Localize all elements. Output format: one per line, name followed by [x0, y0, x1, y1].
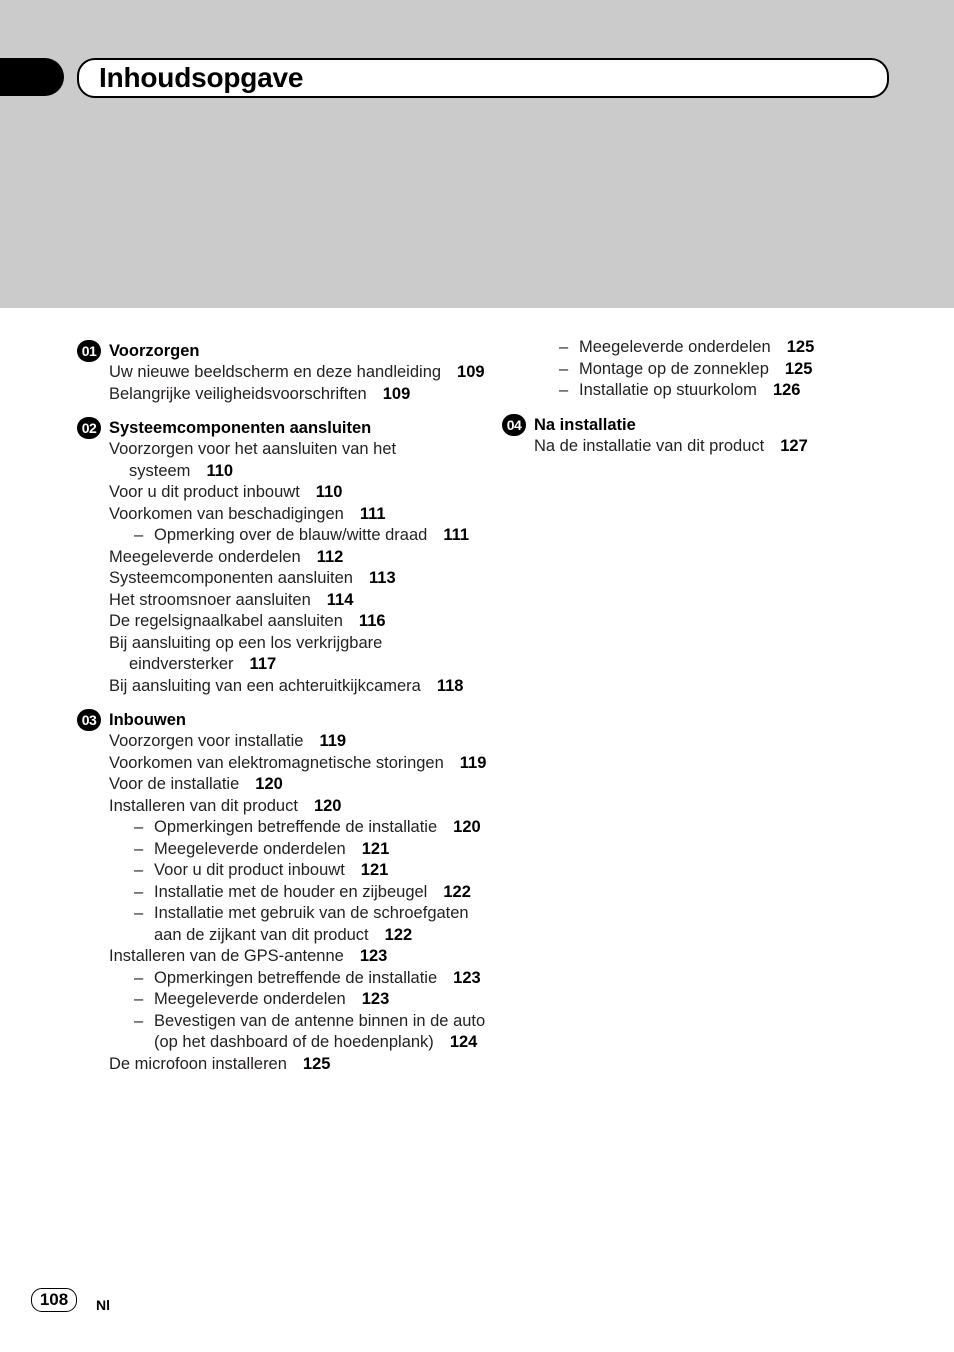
language-code: Nl	[96, 1297, 110, 1313]
toc-entry[interactable]	[77, 676, 497, 698]
entry-text: Meegeleverde onderdelen	[109, 547, 301, 566]
toc-subentry[interactable]	[502, 359, 922, 381]
entry-text: Bij aansluiting op een los verkrijgbare eindversterker	[109, 633, 383, 673]
toc-section	[77, 709, 497, 1075]
entry-page-number: 110	[206, 461, 234, 480]
entry-page-number: 119	[319, 732, 347, 750]
entry-text: Uw nieuwe beeldscherm en deze handleiding	[109, 363, 442, 381]
entry-text: Het stroomsnoer aansluiten	[109, 590, 311, 609]
chapter-number-badge: 03	[77, 709, 101, 731]
entry-text: Na de installatie van dit product	[534, 436, 765, 455]
entry-page-number: 120	[255, 775, 283, 793]
toc-entry[interactable]	[77, 362, 497, 384]
toc-entry[interactable]	[77, 547, 497, 569]
entry-text: Opmerking over de blauw/witte draad	[154, 526, 428, 544]
toc-section	[502, 414, 922, 458]
page-title: Inhoudsopgave	[99, 62, 304, 93]
toc-entry[interactable]	[77, 611, 497, 633]
title-box	[77, 58, 889, 98]
dash-bullet: –	[134, 882, 144, 901]
toc-section	[77, 340, 497, 405]
entry-page-number: 122	[384, 925, 413, 944]
entry-page-number: 109	[382, 384, 411, 403]
entry-page-number: 120	[453, 818, 481, 836]
entry-page-number: 122	[443, 882, 471, 901]
toc-entry[interactable]	[77, 633, 497, 676]
entry-text: Voor u dit product inbouwt	[154, 861, 345, 879]
entry-text: Meegeleverde onderdelen	[154, 839, 346, 858]
chapter-tab-marker	[0, 58, 64, 96]
entry-page-number: 114	[326, 590, 354, 609]
entry-page-number: 109	[457, 363, 485, 381]
entry-text: Voorkomen van elektromagnetische storingen	[109, 753, 444, 772]
toc-subentry[interactable]	[77, 968, 497, 990]
entry-text: Installatie op stuurkolom	[579, 381, 757, 399]
toc-section	[77, 417, 497, 697]
dash-bullet: –	[134, 818, 144, 836]
toc-subentry[interactable]	[77, 525, 497, 547]
section-heading	[77, 709, 497, 731]
section-title: Na installatie	[534, 415, 636, 434]
dash-bullet: –	[559, 338, 569, 356]
dash-bullet: –	[559, 381, 569, 399]
entry-text: Voorzorgen voor het aansluiten van het systeem	[109, 440, 397, 480]
dash-bullet: –	[134, 1011, 144, 1030]
toc-section	[502, 337, 922, 402]
entry-text: Installatie met gebruik van de schroefgaten aan de zijkant van dit product	[154, 904, 469, 944]
toc-subentry[interactable]	[77, 903, 497, 946]
entry-text: Systeemcomponenten aansluiten	[109, 569, 353, 587]
section-heading	[502, 414, 922, 436]
dash-bullet: –	[134, 839, 144, 858]
entry-text: Voorkomen van beschadigingen	[109, 504, 344, 523]
toc-column-left	[77, 340, 497, 1087]
entry-text: Meegeleverde onderdelen	[154, 990, 346, 1008]
entry-page-number: 119	[459, 753, 487, 772]
entry-page-number: 111	[359, 504, 386, 523]
toc-subentry[interactable]	[77, 839, 497, 861]
toc-entry[interactable]	[77, 774, 497, 796]
entry-text: Bevestigen van de antenne binnen in de auto (op het dashboard of de hoedenplank)	[154, 1011, 486, 1051]
entry-page-number: 125	[784, 359, 813, 378]
toc-subentry[interactable]	[77, 860, 497, 882]
toc-entry[interactable]	[77, 384, 497, 406]
entry-text: Installatie met de houder en zijbeugel	[154, 882, 428, 901]
entry-text: Voor u dit product inbouwt	[109, 483, 300, 501]
toc-entry[interactable]	[77, 731, 497, 753]
toc-entry[interactable]	[77, 482, 497, 504]
entry-text: Montage op de zonneklep	[579, 359, 769, 378]
toc-entry[interactable]	[77, 590, 497, 612]
toc-entry[interactable]	[77, 1054, 497, 1076]
section-title: Inbouwen	[109, 711, 186, 729]
section-heading	[77, 340, 497, 362]
toc-entry[interactable]	[77, 568, 497, 590]
entry-page-number: 113	[369, 569, 396, 587]
entry-page-number: 125	[302, 1054, 331, 1073]
section-title: Systeemcomponenten aansluiten	[109, 419, 372, 437]
entry-page-number: 121	[360, 861, 389, 879]
toc-subentry[interactable]	[502, 380, 922, 402]
toc-entry[interactable]	[77, 753, 497, 775]
entry-text: Belangrijke veiligheidsvoorschriften	[109, 384, 367, 403]
entry-text: Installeren van de GPS-antenne	[109, 947, 344, 965]
entry-page-number: 120	[313, 796, 342, 815]
entry-text: Voorzorgen voor installatie	[109, 732, 304, 750]
entry-text: De microfoon installeren	[109, 1054, 287, 1073]
chapter-number-badge: 04	[502, 414, 526, 436]
entry-text: Bij aansluiting van een achteruitkijkcamera	[109, 676, 421, 695]
dash-bullet: –	[134, 968, 144, 987]
page-number: 108	[31, 1288, 77, 1312]
entry-page-number: 125	[786, 338, 815, 356]
entry-text: Opmerkingen betreffende de installatie	[154, 968, 438, 987]
dash-bullet: –	[559, 359, 569, 378]
entry-page-number: 111	[443, 526, 470, 544]
section-title: Voorzorgen	[109, 342, 200, 360]
entry-text: Installeren van dit product	[109, 796, 298, 815]
toc-entry[interactable]	[502, 436, 922, 458]
entry-page-number: 124	[449, 1033, 478, 1051]
entry-page-number: 123	[359, 947, 388, 965]
dash-bullet: –	[134, 904, 144, 922]
entry-page-number: 127	[780, 436, 808, 455]
dash-bullet: –	[134, 526, 144, 544]
entry-page-number: 117	[249, 655, 277, 673]
entry-text: De regelsignaalkabel aansluiten	[109, 612, 343, 630]
entry-page-number: 126	[772, 381, 801, 399]
toc-subentry[interactable]	[77, 817, 497, 839]
toc-column-right	[502, 337, 922, 469]
toc-entry[interactable]	[77, 796, 497, 818]
toc-subentry[interactable]	[77, 882, 497, 904]
entry-page-number: 112	[316, 547, 344, 566]
entry-page-number: 118	[436, 676, 464, 695]
dash-bullet: –	[134, 861, 144, 879]
chapter-number-badge: 01	[77, 340, 101, 362]
entry-text: Opmerkingen betreffende de installatie	[154, 818, 438, 836]
toc-subentry[interactable]	[77, 1011, 497, 1054]
toc-entry[interactable]	[77, 504, 497, 526]
toc-subentry[interactable]	[502, 337, 922, 359]
toc-entry[interactable]	[77, 946, 497, 968]
entry-text: Meegeleverde onderdelen	[579, 338, 771, 356]
entry-page-number: 123	[361, 990, 390, 1008]
entry-page-number: 123	[453, 968, 481, 987]
toc-subentry[interactable]	[77, 989, 497, 1011]
toc-entry[interactable]	[77, 439, 497, 482]
entry-page-number: 121	[361, 839, 390, 858]
section-heading	[77, 417, 497, 439]
chapter-number-badge: 02	[77, 417, 101, 439]
entry-page-number: 116	[358, 612, 386, 630]
dash-bullet: –	[134, 990, 144, 1008]
entry-page-number: 110	[315, 483, 343, 501]
entry-text: Voor de installatie	[109, 775, 240, 793]
header-band	[0, 0, 954, 308]
